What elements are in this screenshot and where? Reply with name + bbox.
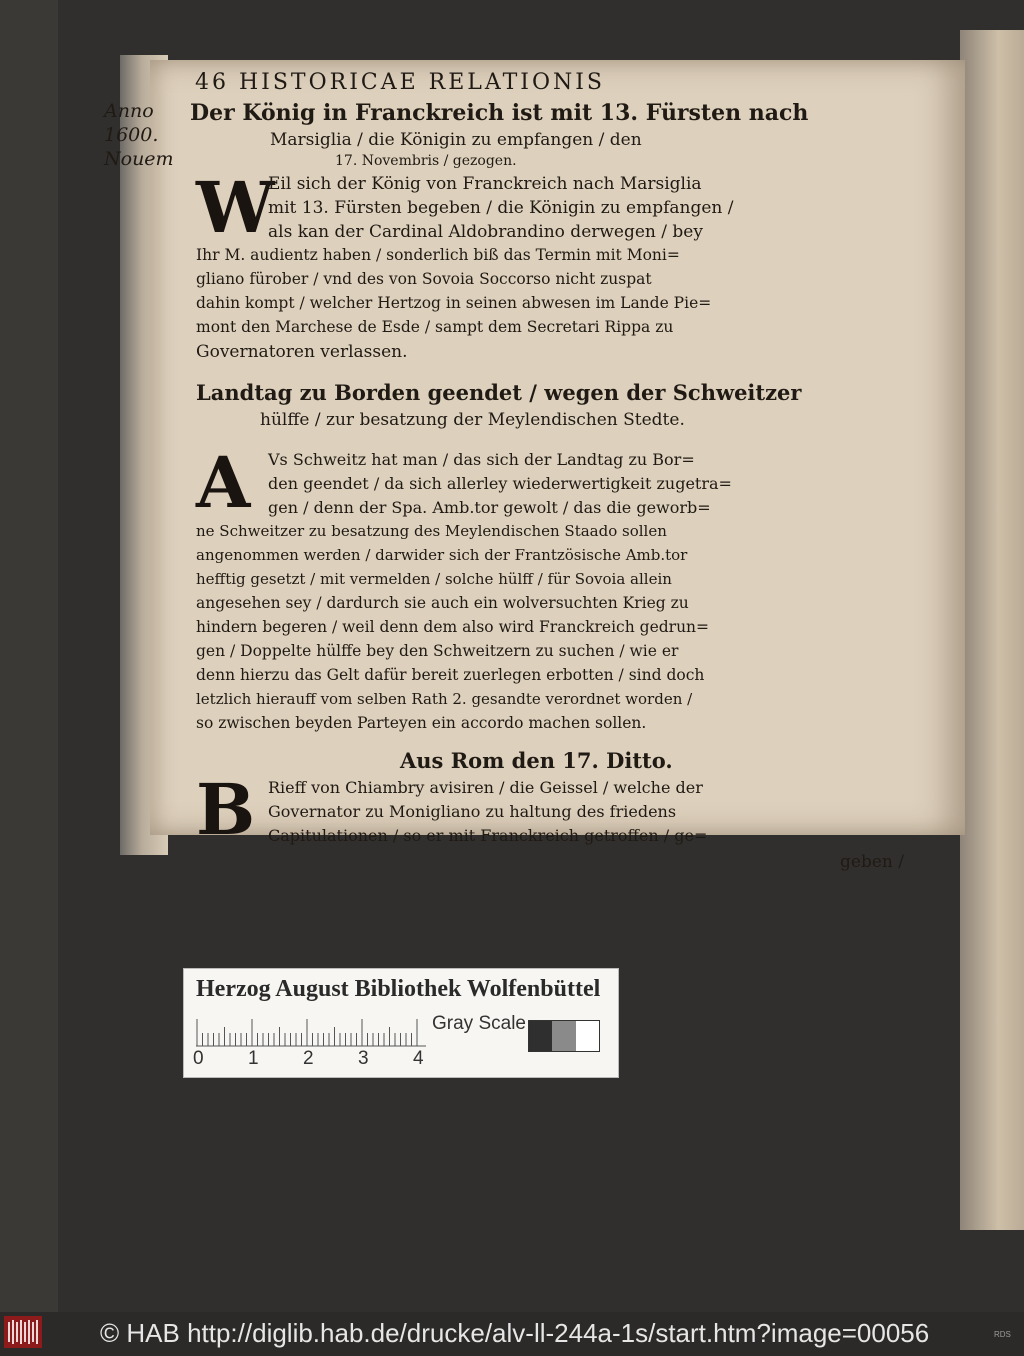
section-heading: Aus Rom den 17. Ditto. [400, 748, 673, 773]
margin-note-line: Nouem [104, 148, 174, 170]
text-line: hindern begeren / weil denn dem also wird Franckreich gedrun= [196, 618, 710, 636]
text-line: gen / denn der Spa. Amb.tor gewolt / das die geworb= [268, 498, 711, 517]
ruler-number: 1 [248, 1048, 259, 1069]
grayscale-patch [576, 1021, 599, 1051]
text-line: mit 13. Fürsten begeben / die Königin zu empfangen / [268, 198, 734, 218]
grayscale-label: Gray Scale [432, 1013, 526, 1034]
ruler-number: 3 [358, 1048, 369, 1069]
text-line: Eil sich der König von Franckreich nach Marsiglia [268, 174, 702, 194]
text-line: Ihr M. audientz haben / sonderlich biß das Termin mit Moni= [196, 246, 680, 264]
catchword: geben / [840, 852, 904, 872]
grayscale-patch [552, 1021, 575, 1051]
library-name: Herzog August Bibliothek Wolfenbüttel [196, 976, 601, 1002]
text-line: Governator zu Monigliano zu haltung des friedens [268, 802, 677, 821]
facing-page-edge [960, 30, 1024, 1230]
text-line: hefftig gesetzt / mit vermelden / solche hülff / für Sovoia allein [196, 570, 672, 588]
margin-note-line: Anno [104, 100, 154, 122]
ruler-number: 2 [303, 1048, 314, 1069]
running-head: 46 HISTORICAE RELATIONIS [195, 70, 606, 95]
drop-initial: B [196, 768, 256, 851]
text-line: dahin kompt / welcher Hertzog in seinen abwesen im Lande Pie= [196, 294, 712, 312]
text-line: den geendet / da sich allerley wiederwertigkeit zugetra= [268, 474, 732, 493]
book-spine [0, 0, 58, 1312]
text-line: mont den Marchese de Esde / sampt dem Secretari Rippa zu [196, 318, 674, 336]
grayscale-swatch [528, 1020, 600, 1052]
drop-initial: A [196, 441, 251, 524]
section-heading-line: hülffe / zur besatzung der Meylendischen Stedte. [260, 410, 685, 430]
section-heading: Landtag zu Borden geendet / wegen der Schweitzer [196, 380, 802, 405]
text-line: gen / Doppelte hülffe bey den Schweitzern zu suchen / wie er [196, 642, 679, 660]
grayscale-patch [529, 1021, 552, 1051]
text-line: ne Schweitzer zu besatzung des Meylendischen Staado sollen [196, 522, 667, 540]
footer-url[interactable]: © HAB http://diglib.hab.de/drucke/alv-ll-244a-1s/start.htm?image=00056 [100, 1318, 930, 1348]
section-heading-line: 17. Novembris / gezogen. [335, 153, 517, 169]
margin-note-line: 1600. [104, 124, 159, 146]
hab-logo-icon[interactable] [4, 1316, 42, 1348]
text-line: so zwischen beyden Parteyen ein accordo machen sollen. [196, 714, 647, 732]
measurement-ruler [196, 1013, 426, 1047]
section-heading-line: Marsiglia / die Königin zu empfangen / den [270, 130, 642, 150]
text-line: als kan der Cardinal Aldobrandino derwegen / bey [268, 222, 703, 242]
text-line: Vs Schweitz hat man / das sich der Landtag zu Bor= [268, 450, 695, 469]
footer-badge: RDS [994, 1330, 1011, 1339]
text-line: denn hierzu das Gelt dafür bereit zuerlegen erbotten / sind doch [196, 666, 705, 684]
text-line: angenommen werden / darwider sich der Frantzösische Amb.tor [196, 546, 688, 564]
section-heading: Der König in Franckreich ist mit 13. Fürsten nach [190, 100, 809, 126]
text-line: Governatoren verlassen. [196, 342, 408, 362]
ruler-number: 0 [193, 1048, 204, 1069]
text-line: Rieff von Chiambry avisiren / die Geissel / welche der [268, 778, 703, 797]
text-line: letzlich hierauff vom selben Rath 2. gesandte verordnet worden / [196, 690, 693, 708]
drop-initial: W [196, 166, 275, 249]
text-line: angesehen sey / dardurch sie auch ein wolversuchten Krieg zu [196, 594, 689, 612]
text-line: Capitulationen / so er mit Franckreich getroffen / ge= [268, 826, 708, 845]
ruler-number: 4 [413, 1048, 424, 1069]
text-line: gliano fürober / vnd des von Sovoia Soccorso nicht zuspat [196, 270, 652, 288]
